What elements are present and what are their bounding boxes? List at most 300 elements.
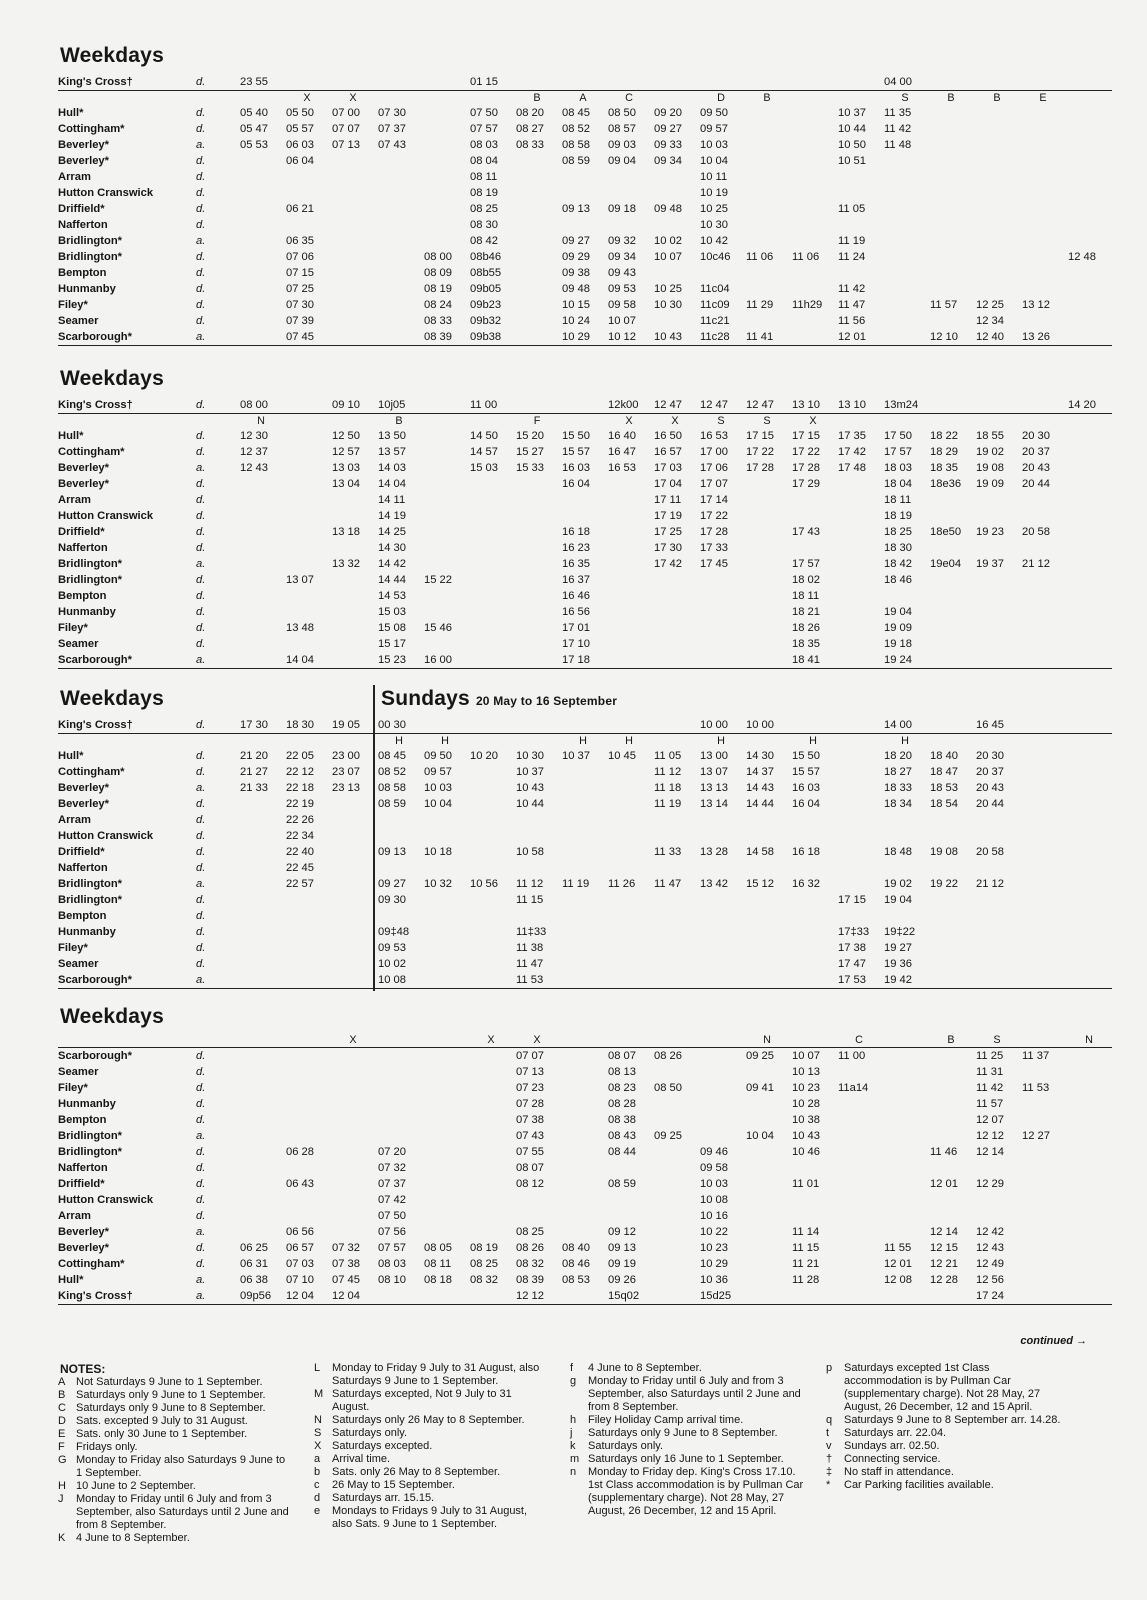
time-cell [376,1288,422,1305]
time-cell [422,717,468,734]
note-item [826,1466,1062,1479]
time-cell [422,105,468,121]
time-cell [330,796,376,812]
time-cell: 18 54 [930,798,958,810]
time-cell [422,74,468,91]
time-cell: 10 02 [654,235,682,247]
station-name: King's Cross† [58,397,194,414]
time-cell: 10 00 [698,717,744,734]
time-cell [468,492,514,508]
time-cell [974,540,1020,556]
time-cell: 17 42 [654,558,682,570]
time-cell: 14 11 [378,494,406,506]
note-text: 26 May to 15 September. [332,1479,455,1491]
time-cell [882,153,928,169]
note-key: c [314,1479,320,1491]
time-cell [882,1080,928,1096]
time-cell [284,460,330,476]
time-cell [284,1096,330,1112]
footnote-code [238,734,284,749]
time-cell: 06 04 [286,155,314,167]
time-cell [606,217,652,233]
time-cell [744,940,790,956]
station-name: Hutton Cranswick [58,1194,154,1206]
time-cell [330,908,376,924]
note-text: Sundays arr. 02.50. [844,1440,940,1452]
time-cell [1020,137,1066,153]
station-name: King's Cross† [58,1288,194,1305]
time-cell: 08 19 [424,283,452,295]
time-cell: 17 15 [838,894,866,906]
footnote-code: A [579,92,587,104]
time-cell [836,169,882,185]
time-cell [468,508,514,524]
station-row [58,137,1112,153]
time-cell [836,540,882,556]
arr-dep-code: d. [196,958,206,970]
time-cell [1066,169,1112,185]
time-cell [882,265,928,281]
arr-dep-code: d. [196,315,206,327]
time-cell: 22 34 [286,830,314,842]
time-cell [606,908,652,924]
time-cell [468,908,514,924]
note-item [58,1441,294,1454]
time-cell: 16 47 [608,446,636,458]
time-cell [560,1192,606,1208]
time-cell [698,1128,744,1144]
station-row [58,1144,1112,1160]
time-cell: 17 22 [746,446,774,458]
time-cell [790,812,836,828]
station-name: Bridlington* [58,558,123,570]
station-row [58,201,1112,217]
time-cell: 08 58 [562,139,590,151]
arr-dep-code: d. [196,846,206,858]
station-row [58,1224,1112,1240]
time-cell [422,169,468,185]
time-cell: 10 13 [792,1066,820,1078]
time-cell [1066,860,1112,876]
time-cell [928,572,974,588]
time-cell [652,636,698,652]
time-cell [652,812,698,828]
time-cell [1020,956,1066,972]
time-cell: 18 47 [930,766,958,778]
time-cell: 09p56 [238,1288,284,1305]
time-cell [422,137,468,153]
note-text: Monday to Friday also Saturdays 9 June to 1 September. [76,1454,286,1479]
time-cell [928,74,974,91]
time-cell: 11 25 [976,1050,1004,1062]
time-cell [836,74,882,91]
footnote-code [284,734,330,749]
footnote-code: B [763,92,771,104]
time-cell: 07 13 [516,1066,544,1078]
arr-dep-code: d. [196,283,206,295]
time-cell [422,940,468,956]
time-cell: 18 46 [884,574,912,586]
time-cell [330,1144,376,1160]
time-cell: 19 24 [882,652,928,669]
time-cell [698,908,744,924]
continued-label: continued → [1020,1335,1087,1347]
time-cell: 12 04 [284,1288,330,1305]
time-cell: 11h29 [792,299,823,311]
time-cell [744,1160,790,1176]
time-cell [790,492,836,508]
time-cell [744,540,790,556]
time-cell [422,908,468,924]
time-cell [790,137,836,153]
station-name: Bempton [58,590,107,602]
time-cell [744,652,790,669]
time-cell [1020,1160,1066,1176]
time-cell [928,313,974,329]
section-heading: Weekdays [60,367,164,390]
time-cell [698,860,744,876]
time-cell [606,604,652,620]
station-name: Beverley* [58,139,110,151]
time-cell [560,1080,606,1096]
time-cell: 08 39 [422,329,468,346]
time-cell: 16 32 [792,878,820,890]
time-cell [974,620,1020,636]
time-cell [790,169,836,185]
time-cell: 17 30 [238,717,284,734]
time-cell [928,1096,974,1112]
time-cell [606,652,652,669]
time-cell [330,1096,376,1112]
time-cell [652,908,698,924]
time-cell: 20 37 [1022,446,1050,458]
timetable-table [58,717,1112,989]
time-cell [928,972,974,989]
station-name: Hull* [58,750,84,762]
time-cell [1020,169,1066,185]
note-item [58,1402,294,1415]
note-text: Sats. only 30 June to 1 September. [76,1428,248,1440]
time-cell [330,217,376,233]
time-cell [468,1160,514,1176]
time-cell [560,508,606,524]
arr-dep-code: d. [196,1146,206,1158]
time-cell [1066,908,1112,924]
time-cell [330,329,376,346]
time-cell [330,1112,376,1128]
time-cell [974,169,1020,185]
time-cell [744,217,790,233]
station-row [58,297,1112,313]
time-cell [882,281,928,297]
note-item [58,1532,294,1545]
time-cell: 13 10 [836,397,882,414]
note-key: a [314,1453,321,1465]
footnote-code: X [349,92,357,104]
time-cell [974,828,1020,844]
station-row [58,1240,1112,1256]
note-item [314,1492,550,1505]
time-cell [560,1064,606,1080]
time-cell [882,588,928,604]
note-text: Saturdays only 9 June to 8 September. [588,1427,778,1439]
footnote-code: H [901,735,909,747]
station-name: Hunmanby [58,1098,116,1110]
arr-dep-code: d. [196,830,206,842]
time-cell [790,201,836,217]
time-cell: 08 00 [424,251,452,263]
footnote-code [974,414,1020,429]
station-row [58,588,1112,604]
time-cell: 09 27 [562,235,590,247]
time-cell [928,1192,974,1208]
time-cell [698,940,744,956]
time-cell [468,924,514,940]
footnote-code [652,734,698,749]
time-cell: 17 43 [792,526,820,538]
station-name: King's Cross† [58,74,194,91]
footnote-code [698,1033,744,1048]
time-cell [238,281,284,297]
time-cell [928,828,974,844]
time-cell: 20 37 [976,766,1004,778]
time-cell [1020,764,1066,780]
time-cell [238,1192,284,1208]
time-cell: 07 45 [284,329,330,346]
time-cell: 16 04 [562,478,590,490]
time-cell [1020,844,1066,860]
note-key: p [826,1362,833,1374]
time-cell [836,1224,882,1240]
time-cell: 06 25 [240,1242,268,1254]
time-cell: 08 45 [378,750,406,762]
time-cell: 09 19 [608,1258,636,1270]
time-cell: 07 28 [516,1098,544,1110]
time-cell [1020,74,1066,91]
time-cell [238,908,284,924]
time-cell: 11 42 [976,1082,1004,1094]
time-cell: 05 47 [240,123,268,135]
ref-row [58,74,1112,91]
time-cell [560,1128,606,1144]
footnote-code: X [671,415,679,427]
time-cell: 10 37 [562,750,590,762]
time-cell [238,329,284,346]
time-cell [330,1064,376,1080]
time-cell: 14 30 [378,542,406,554]
time-cell [238,1048,284,1065]
time-cell: 10 07 [654,251,682,263]
time-cell [1066,105,1112,121]
note-key: X [314,1440,322,1452]
time-cell [698,956,744,972]
time-cell: 08 59 [562,155,590,167]
time-cell [284,476,330,492]
time-cell [652,169,698,185]
time-cell: 16 04 [792,798,820,810]
time-cell: 16 03 [562,462,590,474]
time-cell [376,233,422,249]
time-cell [1020,265,1066,281]
time-cell [606,1192,652,1208]
time-cell [836,604,882,620]
arr-dep-code: d. [196,1178,206,1190]
time-cell [238,1112,284,1128]
time-cell: 18 02 [792,574,820,586]
time-cell [330,972,376,989]
time-cell [422,956,468,972]
time-cell [376,185,422,201]
time-cell [422,828,468,844]
time-cell: 08 32 [470,1274,498,1286]
time-cell: 19 04 [884,894,912,906]
time-cell: 12 04 [330,1288,376,1305]
time-cell: 10 16 [700,1210,728,1222]
time-cell [790,217,836,233]
footnote-code [468,734,514,749]
time-cell: 11c09 [700,299,730,311]
time-cell [1020,121,1066,137]
time-cell: 08 19 [470,1242,498,1254]
time-cell [606,924,652,940]
time-cell [422,972,468,989]
arr-dep-code: d. [196,590,206,602]
time-cell [330,313,376,329]
time-cell [928,860,974,876]
station-row [58,1048,1112,1065]
time-cell: 07 55 [516,1146,544,1158]
time-cell [882,1128,928,1144]
time-cell: 16 18 [562,526,590,538]
time-cell: 11 37 [1022,1050,1050,1062]
footnote-code: E [1039,92,1047,104]
time-cell: 11 56 [838,315,866,327]
sundays-date-range: 20 May to 16 September [475,694,618,708]
time-cell: 11 19 [654,798,682,810]
time-cell: 05 53 [240,139,268,151]
time-cell: 10 20 [470,750,498,762]
time-cell: 13 07 [700,766,728,778]
time-cell: 17 00 [700,446,728,458]
time-cell [422,924,468,940]
time-cell: 17 33 [700,542,728,554]
time-cell [560,764,606,780]
time-cell: 08 10 [378,1274,406,1286]
time-cell: 19 02 [884,878,912,890]
time-cell: 13 14 [700,798,728,810]
station-name: Filey* [58,942,88,954]
time-cell [468,956,514,972]
note-item [314,1453,550,1466]
time-cell [284,492,330,508]
time-cell [1066,1208,1112,1224]
time-cell: 09 57 [700,123,728,135]
time-cell: 08 59 [608,1178,636,1190]
time-cell [974,956,1020,972]
time-cell: 05 40 [240,107,268,119]
time-cell: 10 25 [700,203,728,215]
time-cell [330,1176,376,1192]
footnote-code: X [303,92,311,104]
time-cell [790,940,836,956]
time-cell [514,265,560,281]
time-cell [928,492,974,508]
time-cell: 07 10 [286,1274,314,1286]
time-cell: 10 45 [608,750,636,762]
time-cell [330,940,376,956]
time-cell: 12 43 [240,462,268,474]
time-cell [1066,1160,1112,1176]
time-cell [790,717,836,734]
time-cell: 19 08 [930,846,958,858]
time-cell [836,652,882,669]
time-cell [698,1080,744,1096]
time-cell [422,604,468,620]
notes-row [58,734,1112,749]
time-cell [284,972,330,989]
time-cell [698,1048,744,1065]
time-cell [238,233,284,249]
time-cell [606,764,652,780]
time-cell [652,924,698,940]
time-cell [238,1176,284,1192]
arr-dep-code: d. [196,299,206,311]
time-cell: 17 35 [838,430,866,442]
time-cell [836,812,882,828]
time-cell [330,924,376,940]
time-cell: 12 47 [698,397,744,414]
time-cell [606,524,652,540]
time-cell [1066,137,1112,153]
footnote-code: H [395,735,403,747]
station-name: Cottingham* [58,766,125,778]
time-cell [1020,217,1066,233]
time-cell: 14 25 [378,526,406,538]
time-cell: 07 43 [378,139,406,151]
time-cell: 09 13 [378,846,406,858]
time-cell [560,217,606,233]
time-cell [974,908,1020,924]
station-row [58,940,1112,956]
note-item [314,1362,550,1388]
time-cell: 10 51 [838,155,866,167]
time-cell [790,121,836,137]
time-cell: 06 21 [286,203,314,215]
time-cell [744,1112,790,1128]
time-cell [330,876,376,892]
time-cell: 11 53 [514,972,560,989]
time-cell [284,556,330,572]
time-cell [836,717,882,734]
time-cell [1066,1224,1112,1240]
time-cell: 21 33 [240,782,268,794]
station-row [58,1160,1112,1176]
time-cell [1020,1256,1066,1272]
time-cell: 07 30 [378,107,406,119]
station-name: Hutton Cranswick [58,510,154,522]
time-cell: 12 27 [1022,1130,1050,1142]
arr-dep-code: d. [196,171,206,183]
time-cell [698,588,744,604]
station-row [58,1064,1112,1080]
time-cell [744,233,790,249]
station-name: Bridlington* [58,235,123,247]
time-cell [560,972,606,989]
time-cell [330,604,376,620]
time-cell [376,249,422,265]
arr-dep-code: d. [196,766,206,778]
time-cell [238,185,284,201]
